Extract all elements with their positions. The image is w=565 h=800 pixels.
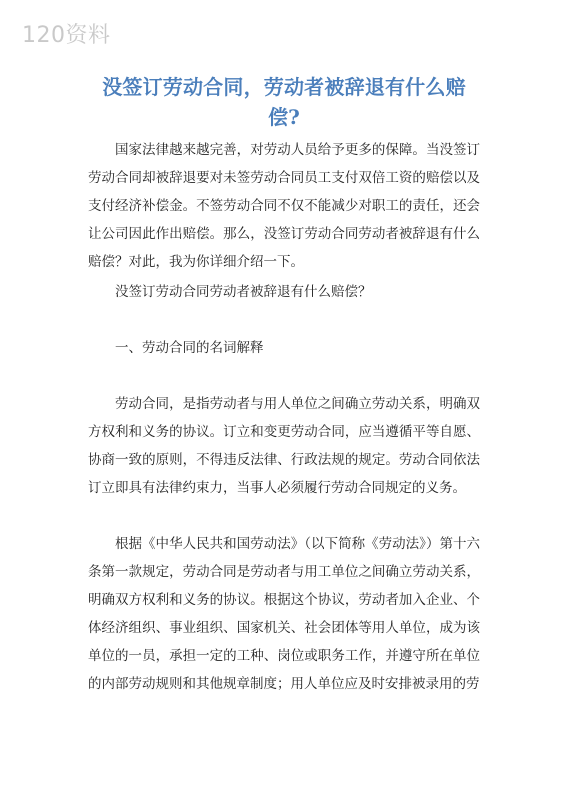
definition-paragraph: 劳动合同，是指劳动者与用人单位之间确立劳动关系，明确双方权利和义务的协议。订立和变更劳动合同，应当遵循平等自愿、协商一致的原则，不得违反法律、行政法规的规定。劳动合同依法订立即具有法律约束力，当事人必须履行劳动合同规定的义务。 — [88, 396, 480, 496]
intro-paragraph: 国家法律越来越完善，对劳动人员给予更多的保障。当没签订劳动合同却被辞退要对未签劳动合同员工支付双倍工资的赔偿以及支付经济补偿金。不签劳动合同不仅不能减少对职工的责任，还会让公司因此作出赔偿。那么，没签订劳动合同劳动者被辞退有什么赔偿？对此，我为你详细介绍一下。 — [88, 142, 480, 270]
law-paragraph: 根据《中华人民共和国劳动法》（以下简称《劳动法》）第十六条第一款规定，劳动合同是劳动者与用工单位之间确立劳动关系，明确双方权利和义务的协议。根据这个协议，劳动者加入企业、个体经济组织、事业组织、国家机关、社会团体等用人单位，成为该单位的一员，承担一定的工种、岗位或职务工作，并遵守所在单位的内部劳动规则和其他规章制度；用人单位应及时安排被录用的劳 — [88, 536, 480, 692]
section-heading: 一、劳动合同的名词解释 — [115, 340, 264, 356]
page-title: 没签订劳动合同，劳动者被辞退有什么赔偿? — [102, 75, 466, 129]
question-paragraph: 没签订劳动合同劳动者被辞退有什么赔偿？ — [115, 284, 372, 300]
document-page — [88, 72, 480, 698]
watermark-logo: 120资料 — [22, 23, 111, 48]
